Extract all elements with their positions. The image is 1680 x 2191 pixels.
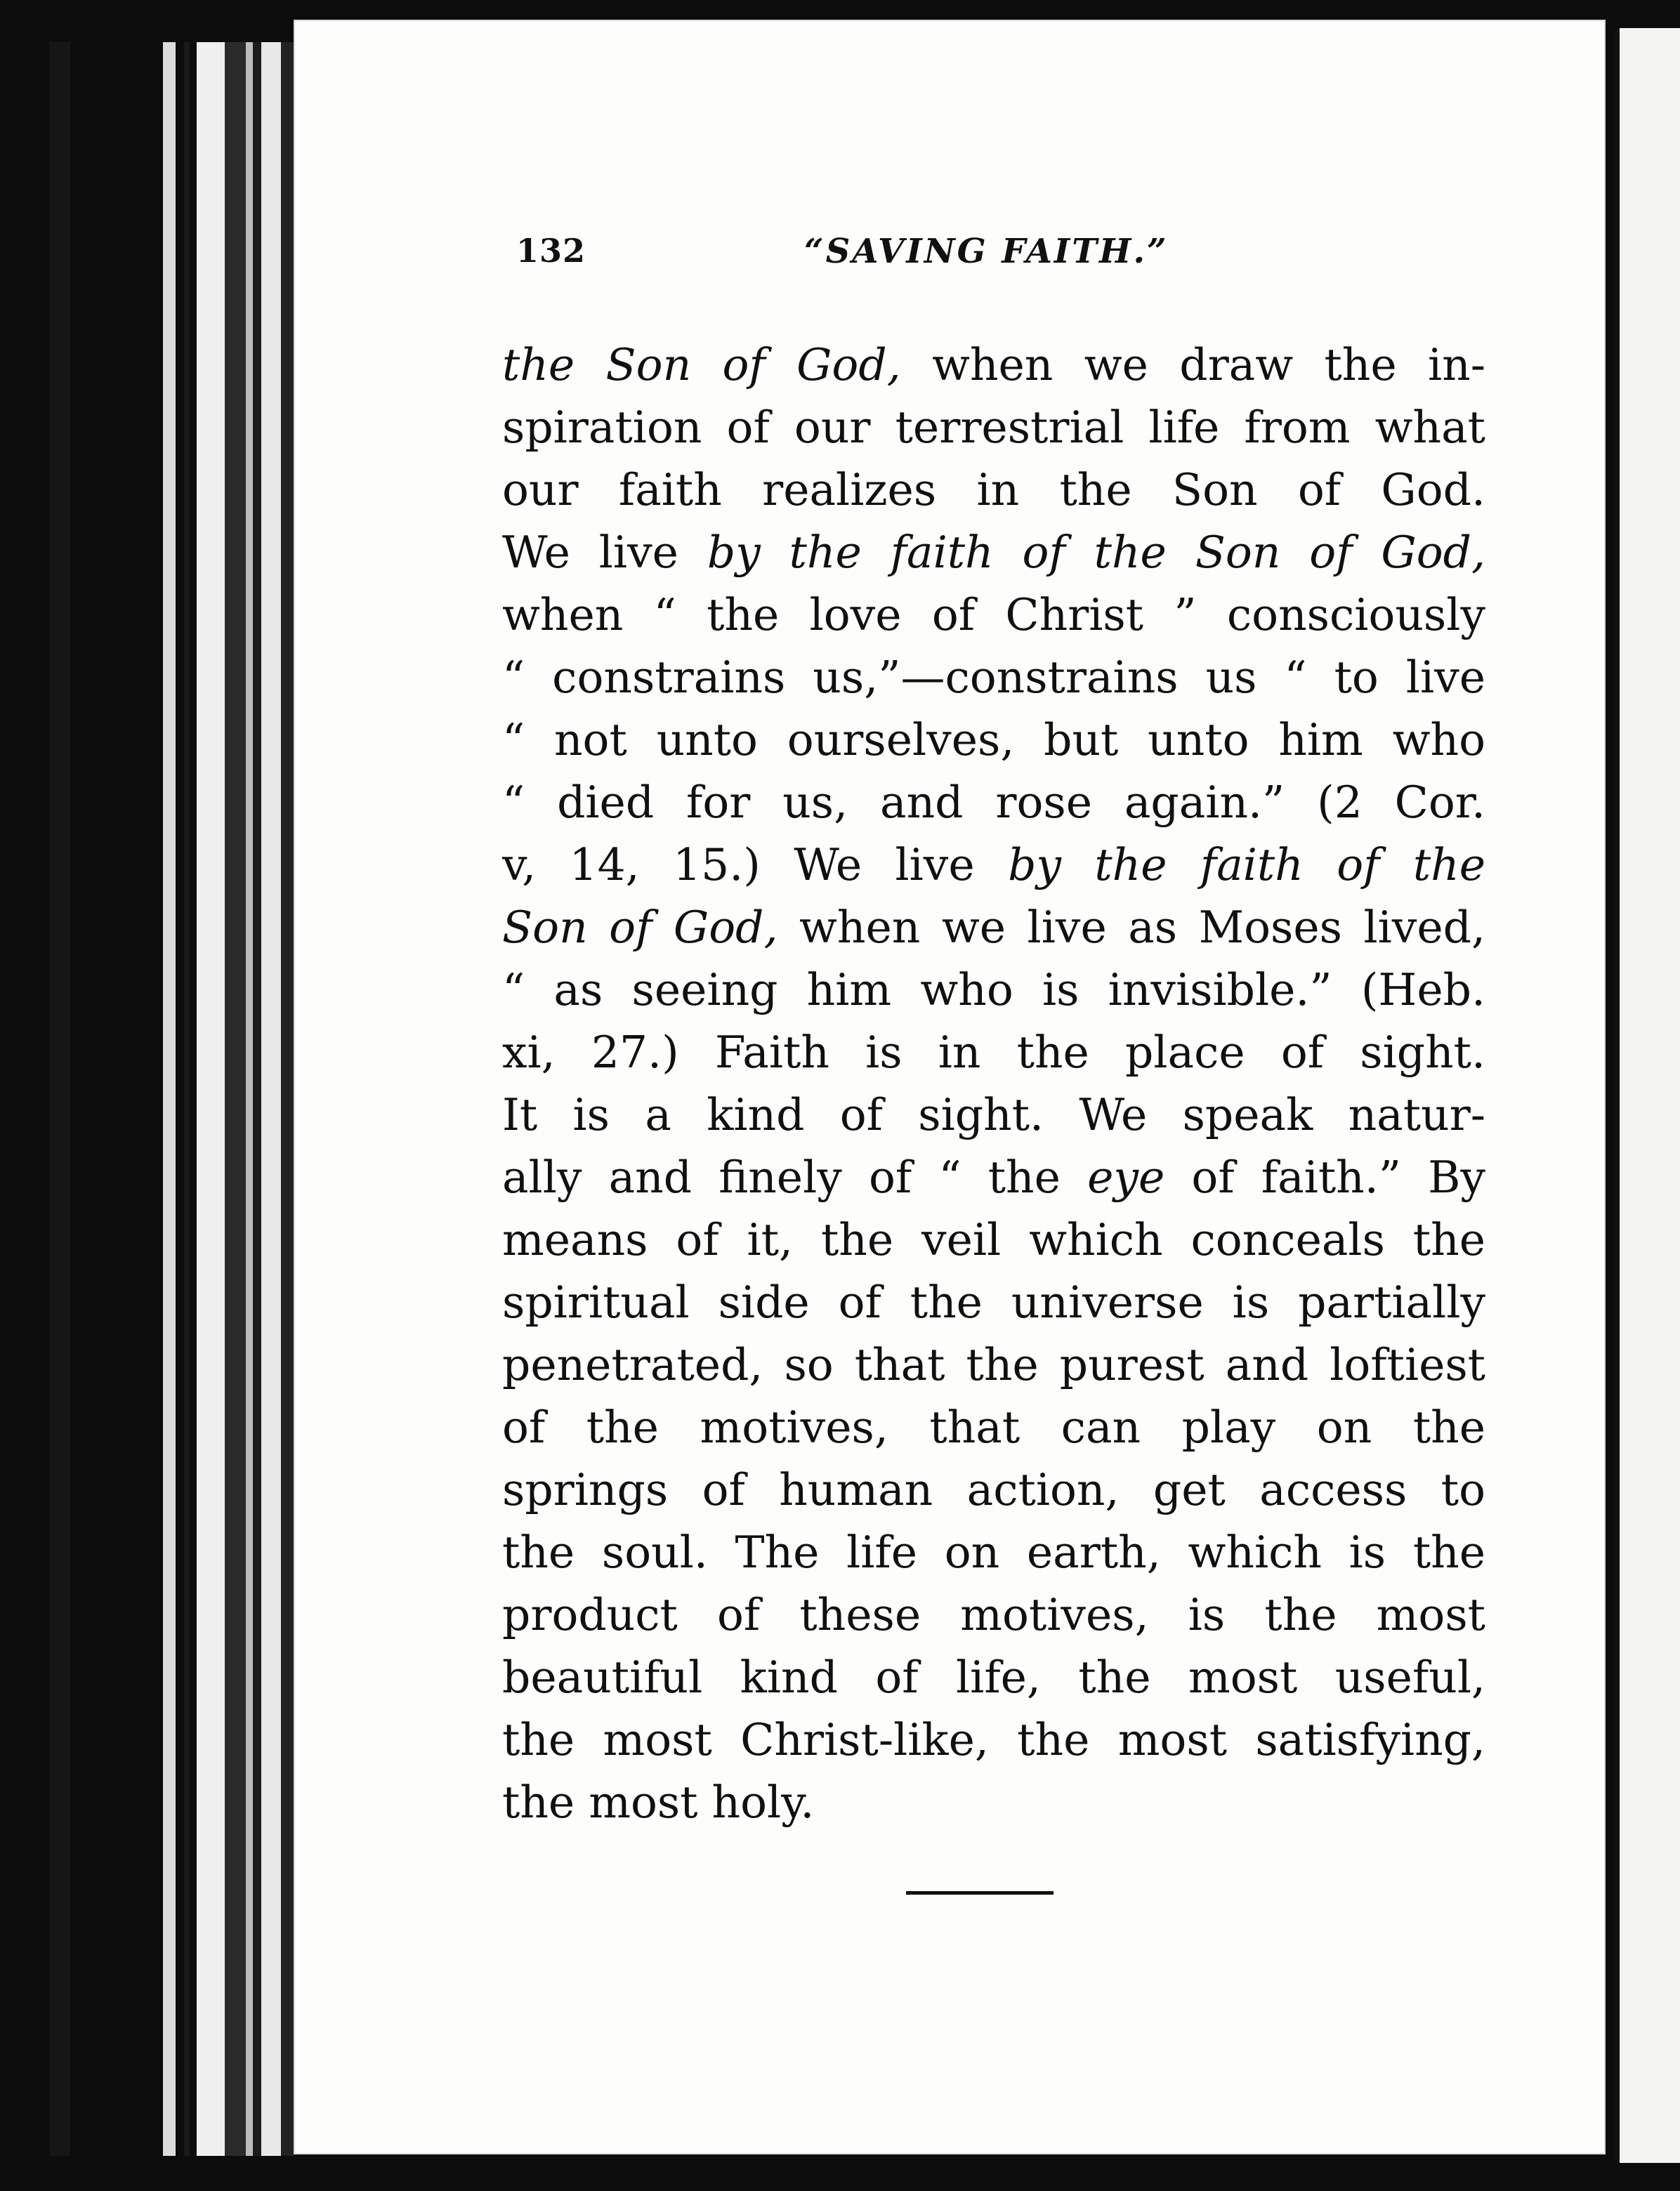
italic-text: eye bbox=[1087, 1152, 1165, 1203]
text-run: penetrated, so that the purest and loftiest bbox=[502, 1339, 1485, 1390]
text-line bbox=[502, 1771, 1485, 1834]
running-title: “SAVING FAITH.” bbox=[804, 232, 1169, 271]
text-run: “ constrains us,”—constrains us “ to live bbox=[502, 652, 1485, 703]
text-run: “ died for us, and rose again.” (2 Cor. bbox=[502, 777, 1485, 828]
text-run: “ as seeing him who is invisible.” (Heb. bbox=[502, 964, 1485, 1015]
text-line bbox=[502, 1209, 1485, 1271]
text-line bbox=[502, 1584, 1485, 1646]
text-line bbox=[502, 834, 1485, 896]
text-line bbox=[502, 1396, 1485, 1459]
italic-text: by the faith of the Son of God, bbox=[707, 527, 1485, 578]
text-line bbox=[502, 459, 1485, 521]
text-run: our faith realizes in the Son of God. bbox=[502, 464, 1485, 515]
text-run: of faith.” By bbox=[1164, 1152, 1485, 1203]
running-head bbox=[516, 232, 1485, 288]
binding-edge bbox=[49, 42, 70, 2156]
text-line bbox=[502, 1271, 1485, 1334]
facing-page-edge bbox=[1615, 28, 1680, 2163]
text-run: We live bbox=[502, 527, 707, 578]
text-line bbox=[502, 584, 1485, 646]
text-line bbox=[502, 1021, 1485, 1084]
text-line bbox=[502, 771, 1485, 834]
italic-text: Son of God, bbox=[502, 902, 778, 953]
italic-text: by the faith of the bbox=[1008, 839, 1485, 890]
text-run: the most holy. bbox=[502, 1777, 815, 1828]
text-line bbox=[502, 1521, 1485, 1584]
text-run: product of these motives, is the most bbox=[502, 1589, 1485, 1640]
text-line bbox=[502, 709, 1485, 771]
text-run: It is a kind of sight. We speak natur- bbox=[502, 1089, 1485, 1140]
text-run: the most Christ-like, the most satisfying, bbox=[502, 1714, 1485, 1765]
text-line bbox=[502, 646, 1485, 709]
text-line bbox=[502, 1334, 1485, 1396]
text-run: when we draw the in- bbox=[900, 339, 1485, 390]
page-edge bbox=[184, 42, 190, 2156]
page-edge bbox=[281, 42, 294, 2156]
page-edge bbox=[246, 42, 253, 2156]
text-line bbox=[502, 396, 1485, 459]
text-run: of the motives, that can play on the bbox=[502, 1402, 1485, 1453]
italic-text: the Son of God, bbox=[502, 339, 901, 390]
text-line bbox=[502, 1646, 1485, 1709]
text-line bbox=[502, 1709, 1485, 1771]
page-edge bbox=[253, 42, 261, 2156]
text-run: ally and finely of “ the bbox=[502, 1152, 1088, 1203]
text-line bbox=[502, 334, 1485, 396]
text-run: beautiful kind of life, the most useful, bbox=[502, 1652, 1485, 1703]
text-run: spiritual side of the universe is partially bbox=[502, 1277, 1485, 1328]
page-edge bbox=[163, 42, 176, 2156]
text-run: spiration of our terrestrial life from what bbox=[502, 402, 1485, 453]
body-text bbox=[502, 334, 1485, 1834]
text-run: when we live as Moses lived, bbox=[777, 902, 1485, 953]
section-end-rule bbox=[906, 1891, 1054, 1895]
text-run: xi, 27.) Faith is in the place of sight. bbox=[502, 1027, 1485, 1078]
text-run: means of it, the veil which conceals the bbox=[502, 1214, 1485, 1265]
text-line bbox=[502, 1146, 1485, 1209]
text-line bbox=[502, 896, 1485, 959]
text-run: v, 14, 15.) We live bbox=[502, 839, 1009, 890]
text-run: when “ the love of Christ ” consciously bbox=[502, 589, 1485, 640]
page-number: 132 bbox=[516, 232, 586, 270]
text-run: “ not unto ourselves, but unto him who bbox=[502, 714, 1485, 765]
page-edge bbox=[261, 42, 281, 2156]
text-line bbox=[502, 1459, 1485, 1521]
page-edge bbox=[225, 42, 246, 2156]
text-run: the soul. The life on earth, which is the bbox=[502, 1527, 1485, 1578]
text-line bbox=[502, 959, 1485, 1021]
text-line bbox=[502, 521, 1485, 584]
text-line bbox=[502, 1084, 1485, 1146]
page-edge bbox=[197, 42, 225, 2156]
text-run: springs of human action, get access to bbox=[502, 1464, 1485, 1515]
